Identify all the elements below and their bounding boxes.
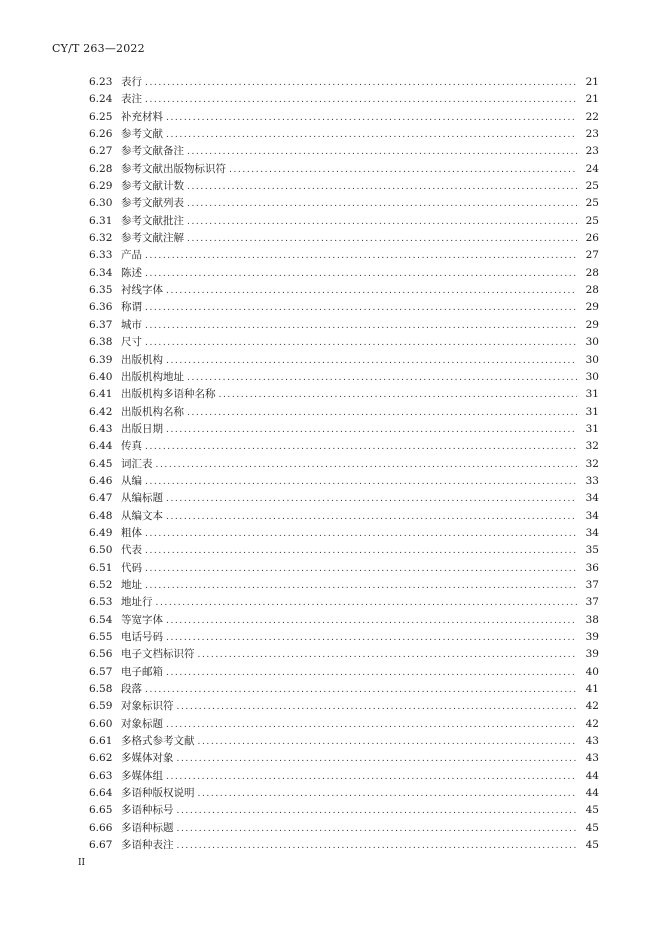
toc-entry-title: 从编标题 (121, 492, 163, 505)
toc-entry-page: 23 (585, 128, 599, 141)
toc-entry-number: 6.34 (89, 266, 113, 279)
toc-dot-leader (145, 682, 577, 699)
toc-dot-leader (156, 595, 578, 612)
toc-entry[interactable] (89, 404, 599, 421)
toc-entry-number: 6.37 (89, 318, 113, 331)
toc-entry-page: 21 (585, 76, 599, 88)
toc-dot-leader (145, 318, 577, 335)
toc-entry-title: 从编文本 (121, 509, 163, 522)
toc-entry-number: 6.57 (89, 665, 113, 678)
toc-entry-title: 出版日期 (121, 422, 163, 435)
toc-entry-title: 地址 (121, 578, 142, 591)
toc-entry-title: 电子文档标识符 (121, 648, 195, 661)
toc-dot-leader (166, 353, 577, 370)
toc-entry-title: 出版机构名称 (121, 405, 184, 418)
toc-dot-leader (166, 769, 577, 786)
toc-entry-title: 表行 (121, 76, 142, 88)
toc-entry-number: 6.39 (89, 353, 113, 366)
toc-dot-leader (166, 613, 577, 630)
toc-entry-number: 6.62 (89, 752, 113, 765)
toc-entry[interactable] (89, 126, 599, 143)
toc-entry[interactable] (89, 456, 599, 473)
toc-dot-leader (145, 543, 577, 560)
table-of-contents (89, 74, 599, 854)
toc-dot-leader (166, 665, 577, 682)
toc-entry[interactable] (89, 91, 599, 108)
toc-entry-number: 6.25 (89, 110, 113, 123)
toc-entry[interactable] (89, 369, 599, 386)
toc-entry[interactable] (89, 681, 599, 698)
toc-entry-number: 6.23 (89, 76, 113, 88)
toc-dot-leader (156, 457, 578, 474)
toc-entry-page: 41 (585, 683, 599, 696)
toc-entry-title: 参考文献出版物标识符 (121, 162, 226, 175)
toc-entry[interactable] (89, 629, 599, 646)
toc-entry-page: 23 (585, 145, 599, 158)
toc-dot-leader (187, 231, 577, 248)
toc-entry-number: 6.53 (89, 596, 113, 609)
toc-entry[interactable] (89, 317, 599, 334)
toc-entry[interactable] (89, 525, 599, 542)
toc-entry-title: 多格式参考文献 (121, 735, 195, 748)
toc-entry-title: 电子邮箱 (121, 665, 163, 678)
toc-entry-title: 多语种标号 (121, 804, 174, 817)
toc-entry-title: 对象标识符 (121, 700, 174, 713)
toc-entry-page: 30 (585, 336, 599, 349)
toc-entry-title: 多语种版权说明 (121, 787, 195, 800)
toc-entry-page: 44 (585, 769, 599, 782)
toc-entry[interactable] (89, 716, 599, 733)
toc-entry-page: 25 (585, 197, 599, 210)
toc-dot-leader (145, 75, 577, 92)
toc-entry-title: 城市 (121, 318, 142, 331)
toc-entry-title: 词汇表 (121, 457, 153, 470)
toc-entry[interactable] (89, 421, 599, 438)
toc-entry-page: 25 (585, 214, 599, 227)
toc-entry-number: 6.44 (89, 440, 113, 453)
toc-entry-number: 6.43 (89, 422, 113, 435)
toc-entry-number: 6.42 (89, 405, 113, 418)
toc-entry-page: 34 (585, 492, 599, 505)
document-code-header: CY/T 263—2022 (52, 42, 145, 55)
toc-dot-leader (145, 439, 577, 456)
toc-entry-number: 6.40 (89, 370, 113, 383)
toc-entry-title: 多语种表注 (121, 839, 174, 852)
toc-entry-title: 衬线字体 (121, 284, 163, 297)
toc-entry[interactable] (89, 438, 599, 455)
toc-entry-number: 6.55 (89, 631, 113, 643)
toc-entry-title: 参考文献注解 (121, 232, 184, 245)
toc-entry[interactable] (89, 178, 599, 195)
toc-entry-page: 30 (585, 370, 599, 383)
toc-entry-page: 43 (585, 735, 599, 748)
toc-entry-title: 代码 (121, 561, 142, 574)
toc-entry-number: 6.35 (89, 284, 113, 297)
toc-dot-leader (145, 526, 577, 543)
toc-dot-leader (177, 821, 578, 838)
toc-entry[interactable] (89, 213, 599, 230)
toc-entry-page: 35 (585, 544, 599, 557)
toc-entry-title: 称谓 (121, 301, 142, 314)
toc-entry-number: 6.50 (89, 544, 113, 557)
toc-entry-title: 参考文献列表 (121, 197, 184, 210)
toc-entry[interactable] (89, 282, 599, 299)
toc-entry-number: 6.51 (89, 561, 113, 574)
toc-entry-page: 38 (585, 613, 599, 626)
toc-entry[interactable] (89, 490, 599, 507)
toc-dot-leader (166, 422, 577, 439)
toc-dot-leader (166, 491, 577, 508)
toc-entry[interactable] (89, 109, 599, 126)
toc-dot-leader (145, 92, 577, 109)
toc-dot-leader (145, 561, 577, 578)
toc-dot-leader (166, 127, 577, 144)
toc-entry-page: 45 (585, 821, 599, 834)
toc-entry-number: 6.65 (89, 804, 113, 817)
toc-entry[interactable] (89, 352, 599, 369)
toc-dot-leader (198, 786, 578, 803)
toc-entry[interactable] (89, 386, 599, 403)
toc-entry-page: 26 (585, 232, 599, 245)
toc-dot-leader (145, 300, 577, 317)
toc-entry-number: 6.61 (89, 735, 113, 748)
toc-entry-title: 参考文献批注 (121, 214, 184, 227)
toc-entry-page: 43 (585, 752, 599, 765)
page-number-footer: II (78, 858, 86, 868)
toc-entry-page: 37 (585, 578, 599, 591)
toc-entry[interactable] (89, 161, 599, 178)
toc-entry[interactable] (89, 230, 599, 247)
toc-entry-number: 6.27 (89, 145, 113, 158)
toc-entry-title: 对象标题 (121, 717, 163, 730)
toc-entry-number: 6.67 (89, 839, 113, 852)
toc-entry-page: 29 (585, 318, 599, 331)
toc-dot-leader (145, 474, 577, 491)
toc-entry-title: 多媒体组 (121, 769, 163, 782)
toc-dot-leader (187, 196, 577, 213)
toc-entry[interactable] (89, 560, 599, 577)
toc-entry-page: 28 (585, 266, 599, 279)
toc-entry-page: 29 (585, 301, 599, 314)
toc-entry-title: 尺寸 (121, 336, 142, 349)
toc-entry[interactable] (89, 195, 599, 212)
toc-dot-leader (145, 335, 577, 352)
toc-entry-number: 6.29 (89, 180, 113, 193)
toc-entry-title: 陈述 (121, 266, 142, 279)
toc-entry[interactable] (89, 577, 599, 594)
toc-entry-number: 6.46 (89, 474, 113, 487)
toc-entry[interactable] (89, 646, 599, 663)
toc-entry-number: 6.33 (89, 249, 113, 262)
toc-entry[interactable] (89, 698, 599, 715)
toc-dot-leader (145, 266, 577, 283)
toc-dot-leader (177, 838, 578, 855)
toc-entry-title: 补充材料 (121, 110, 163, 123)
toc-entry-page: 30 (585, 353, 599, 366)
toc-entry[interactable] (89, 820, 599, 837)
toc-entry[interactable] (89, 785, 599, 802)
toc-entry-title: 段落 (121, 683, 142, 696)
toc-entry-number: 6.49 (89, 526, 113, 539)
toc-dot-leader (187, 144, 577, 161)
toc-entry-title: 参考文献计数 (121, 180, 184, 193)
toc-entry-title: 出版机构 (121, 353, 163, 366)
toc-entry-page: 31 (585, 388, 599, 401)
toc-entry-page: 28 (585, 284, 599, 297)
toc-entry-page: 32 (585, 440, 599, 453)
toc-entry-page: 44 (585, 787, 599, 800)
toc-entry-title: 地址行 (121, 596, 153, 609)
toc-entry-number: 6.38 (89, 336, 113, 349)
toc-entry-number: 6.26 (89, 128, 113, 141)
toc-entry-title: 从编 (121, 474, 142, 487)
toc-entry-number: 6.59 (89, 700, 113, 713)
toc-entry-page: 36 (585, 561, 599, 574)
toc-entry[interactable] (89, 594, 599, 611)
toc-entry-page: 34 (585, 509, 599, 522)
toc-entry[interactable] (89, 334, 599, 351)
toc-entry-page: 45 (585, 839, 599, 852)
toc-dot-leader (166, 630, 577, 647)
toc-entry-title: 等宽字体 (121, 613, 163, 626)
toc-entry-number: 6.66 (89, 821, 113, 834)
toc-entry[interactable] (89, 542, 599, 559)
toc-dot-leader (166, 283, 577, 300)
toc-entry[interactable] (89, 664, 599, 681)
toc-entry-number: 6.47 (89, 492, 113, 505)
toc-entry-page: 32 (585, 457, 599, 470)
toc-entry-page: 25 (585, 180, 599, 193)
toc-entry-page: 45 (585, 804, 599, 817)
toc-dot-leader (198, 734, 578, 751)
toc-entry-page: 39 (585, 631, 599, 643)
toc-entry-page: 31 (585, 405, 599, 418)
toc-entry-page: 27 (585, 249, 599, 262)
toc-entry-number: 6.36 (89, 301, 113, 314)
toc-entry[interactable] (89, 768, 599, 785)
toc-entry-number: 6.32 (89, 232, 113, 245)
toc-dot-leader (187, 179, 577, 196)
toc-dot-leader (187, 370, 577, 387)
toc-entry[interactable] (89, 299, 599, 316)
toc-entry-title: 传真 (121, 440, 142, 453)
toc-entry-number: 6.63 (89, 769, 113, 782)
toc-entry[interactable] (89, 733, 599, 750)
toc-entry-page: 21 (585, 93, 599, 106)
toc-entry-page: 42 (585, 700, 599, 713)
toc-entry-title: 出版机构多语种名称 (121, 388, 216, 401)
toc-entry[interactable] (89, 473, 599, 490)
toc-dot-leader (187, 405, 577, 422)
toc-entry-number: 6.54 (89, 613, 113, 626)
toc-entry-title: 参考文献 (121, 128, 163, 141)
toc-entry[interactable] (89, 750, 599, 767)
toc-entry[interactable] (89, 143, 599, 160)
toc-dot-leader (177, 699, 578, 716)
toc-dot-leader (166, 509, 577, 526)
toc-entry[interactable] (89, 612, 599, 629)
toc-entry-title: 电话号码 (121, 631, 163, 643)
toc-entry-number: 6.45 (89, 457, 113, 470)
toc-dot-leader (229, 162, 577, 179)
toc-entry-title: 参考文献备注 (121, 145, 184, 158)
toc-entry-title: 产品 (121, 249, 142, 262)
toc-entry[interactable] (89, 265, 599, 282)
toc-dot-leader (145, 578, 577, 595)
toc-entry-title: 代表 (121, 544, 142, 557)
toc-dot-leader (145, 248, 577, 265)
toc-dot-leader (177, 751, 578, 768)
toc-entry-page: 22 (585, 110, 599, 123)
toc-entry-number: 6.60 (89, 717, 113, 730)
toc-entry-number: 6.64 (89, 787, 113, 800)
toc-dot-leader (198, 647, 578, 664)
toc-dot-leader (177, 803, 578, 820)
toc-entry-page: 33 (585, 474, 599, 487)
toc-entry-number: 6.41 (89, 388, 113, 401)
toc-entry-title: 出版机构地址 (121, 370, 184, 383)
toc-dot-leader (166, 717, 577, 734)
toc-dot-leader (219, 387, 578, 404)
toc-entry-page: 39 (585, 648, 599, 661)
toc-entry-number: 6.48 (89, 509, 113, 522)
toc-entry-page: 42 (585, 717, 599, 730)
toc-entry-number: 6.28 (89, 162, 113, 175)
toc-entry-page: 40 (585, 665, 599, 678)
toc-dot-leader (187, 214, 577, 231)
toc-entry-page: 31 (585, 422, 599, 435)
toc-entry-title: 多语种标题 (121, 821, 174, 834)
toc-entry-number: 6.31 (89, 214, 113, 227)
toc-entry-number: 6.52 (89, 578, 113, 591)
toc-entry[interactable] (89, 74, 599, 91)
toc-entry-title: 粗体 (121, 526, 142, 539)
toc-entry-title: 表注 (121, 93, 142, 106)
toc-entry[interactable] (89, 247, 599, 264)
toc-entry-page: 37 (585, 596, 599, 609)
toc-entry-number: 6.58 (89, 683, 113, 696)
toc-entry[interactable] (89, 802, 599, 819)
toc-entry-title: 多媒体对象 (121, 752, 174, 765)
toc-entry-number: 6.56 (89, 648, 113, 661)
toc-entry-number: 6.24 (89, 93, 113, 106)
toc-entry-page: 24 (585, 162, 599, 175)
toc-entry[interactable] (89, 837, 599, 854)
toc-dot-leader (166, 110, 577, 127)
toc-entry-number: 6.30 (89, 197, 113, 210)
toc-entry-page: 34 (585, 526, 599, 539)
toc-entry[interactable] (89, 508, 599, 525)
